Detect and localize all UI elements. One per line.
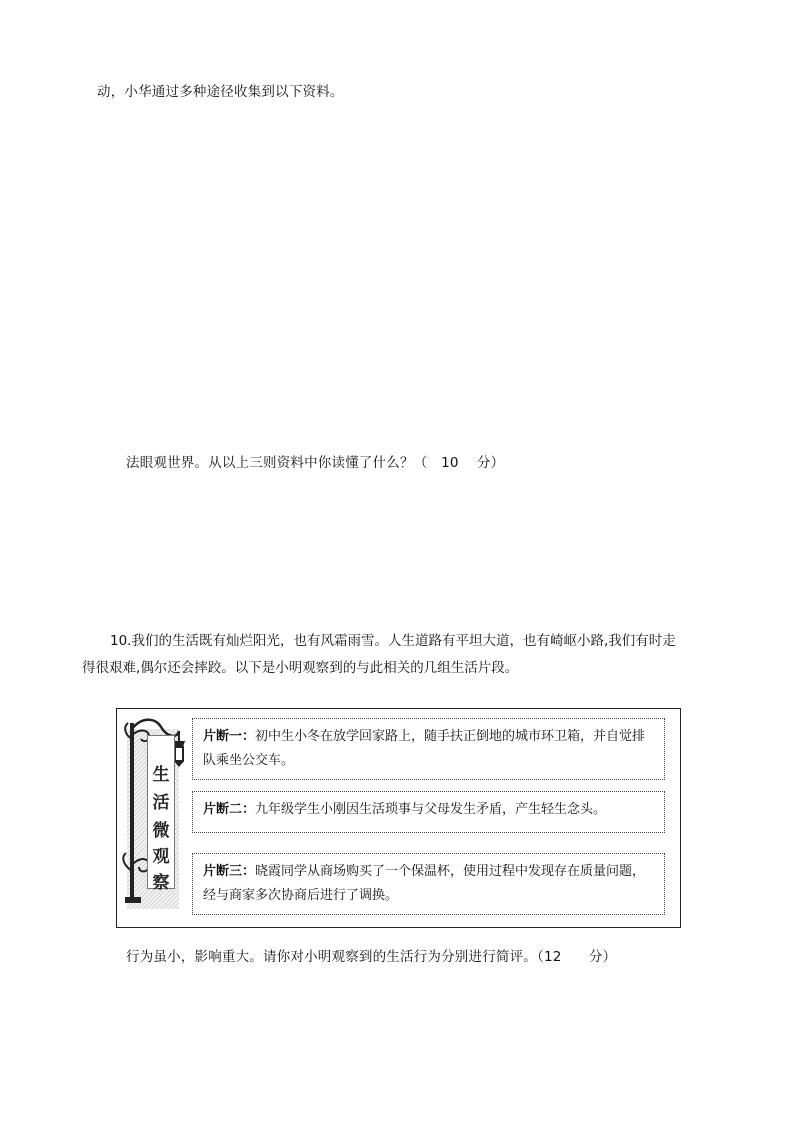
fragment-text: 晓霞同学从商场购买了一个保温杯，使用过程中发现存在质量问题，经与商家多次协商后进行了调换。 (203, 864, 646, 903)
fragment-3 (192, 853, 665, 915)
banner-char: 观 (152, 847, 170, 867)
text-line-collect: 动，小华通过多种途径收集到以下资料。 (97, 84, 344, 100)
question-10-prompt: 行为虽小，影响重大。请你对小明观察到的生活行为分别进行简评。（12 分） (126, 949, 617, 965)
banner-char: 察 (152, 873, 170, 893)
fragment-label: 片断三： (203, 864, 256, 879)
fragment-2 (192, 791, 665, 833)
banner (127, 729, 179, 909)
fragment-1 (192, 718, 665, 780)
banner-char: 活 (152, 793, 170, 813)
fragment-text: 九年级学生小刚因生活琐事与父母发生矛盾，产生轻生念头。 (255, 802, 607, 817)
life-observation-box (116, 708, 681, 928)
question-9-prompt: 法眼观世界。从以上三则资料中你读懂了什么？（ 10 分） (126, 455, 505, 471)
question-10-text: 10.我们的生活既有灿烂阳光，也有风霜雨雪。人生道路有平坦大道，也有崎岖小路,我们有时走 得很艰难,偶尔还会摔跤。以下是小明观察到的与此相关的几组生活片段。 (82, 633, 690, 676)
banner-char: 微 (152, 821, 170, 841)
banner-title (147, 735, 175, 893)
banner-char: 生 (152, 765, 170, 785)
fragment-label: 片断二： (203, 802, 256, 817)
fragment-label: 片断一： (203, 729, 256, 744)
fragment-text: 初中生小冬在放学回家路上，随手扶正倒地的城市环卫箱，并自觉排队乘坐公交车。 (203, 729, 646, 768)
